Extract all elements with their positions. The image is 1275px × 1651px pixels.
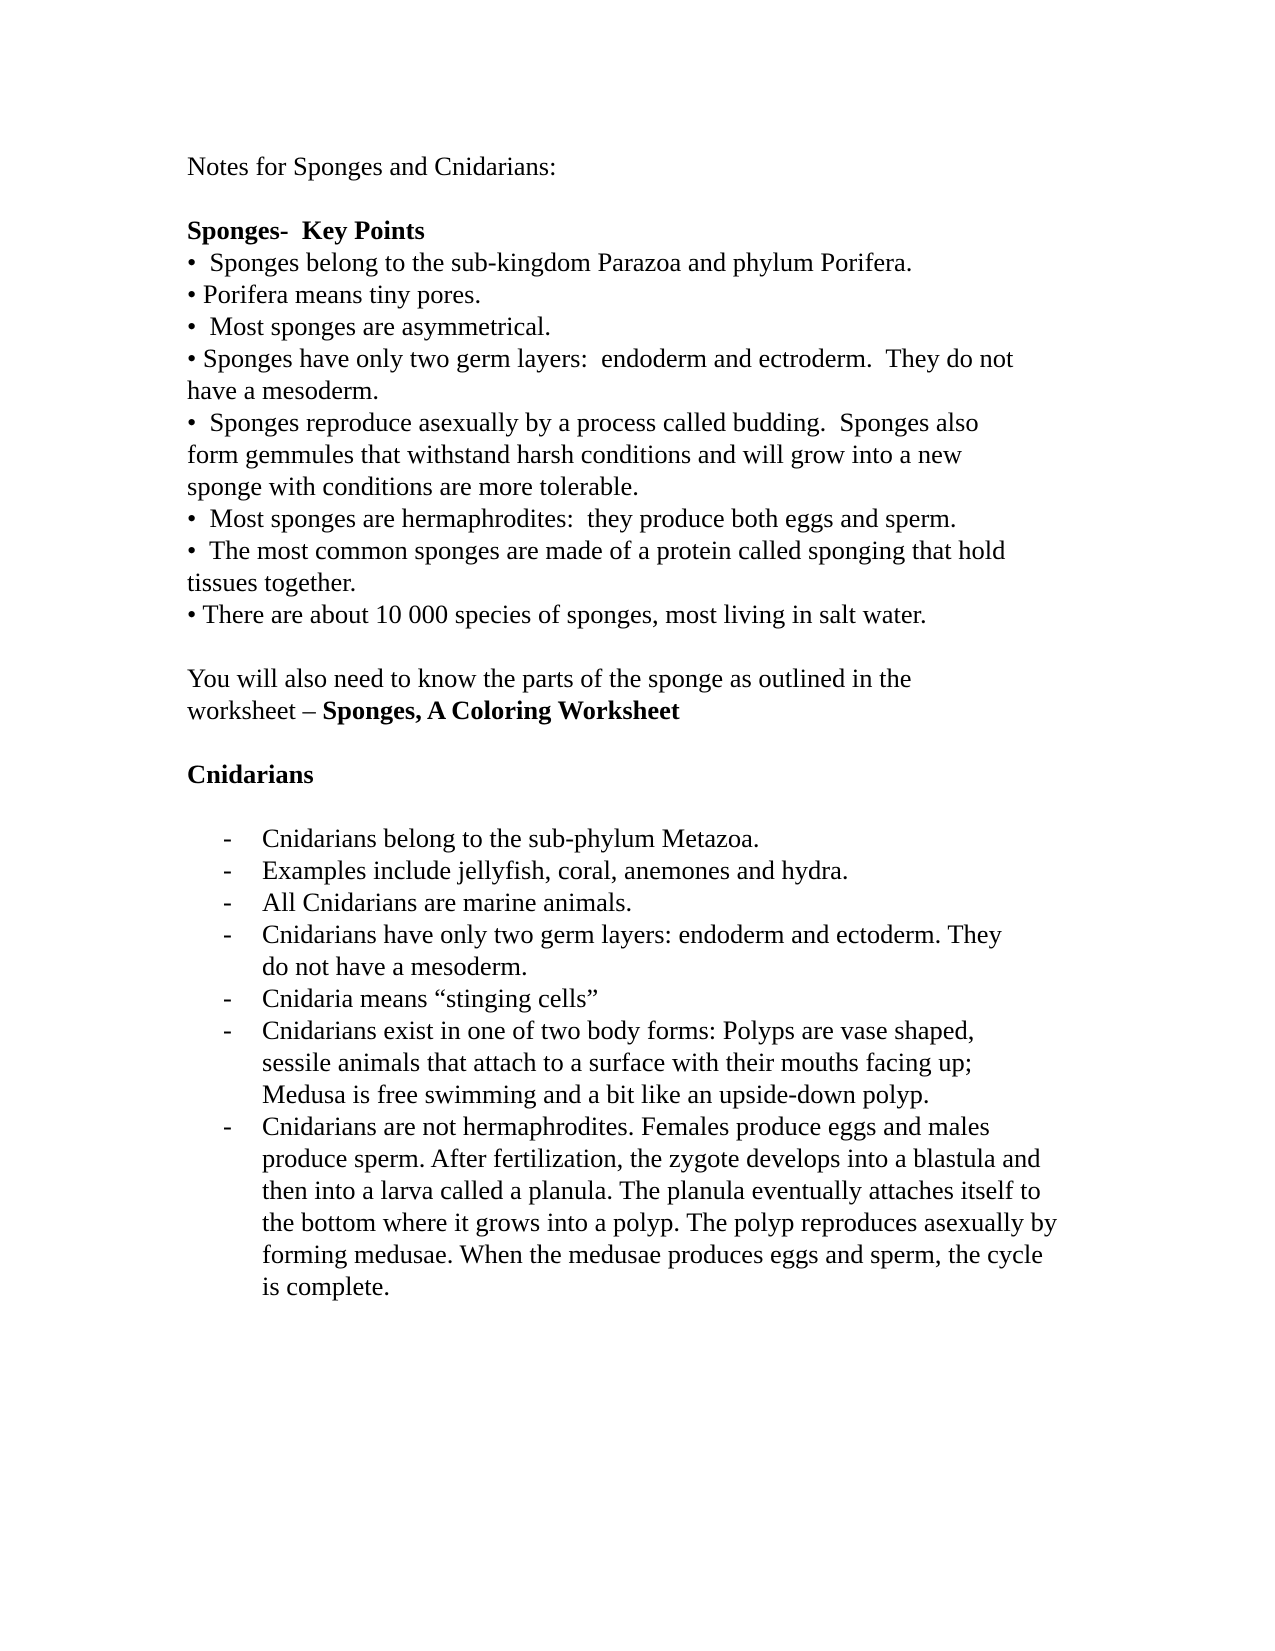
dash-marker: - [223,887,232,917]
dash-marker: - [223,855,232,885]
list-item [187,822,1087,854]
sponge-point: • There are about 10 000 species of sponges, most living in salt water. [187,599,927,629]
dash-marker: - [223,1111,232,1141]
worksheet-note [187,662,987,726]
sponge-points-list [187,246,1087,630]
dash-marker: - [223,1015,232,1045]
cnidarians-heading: Cnidarians [187,759,314,789]
cnidarian-point: Cnidarians exist in one of two body forms: Polyps are vase shaped, sessile animals that attach to a surface with their mouths facing up; Medusa is free swimming and a bit like an upside-down polyp. [262,1015,975,1109]
spacer [187,630,1087,662]
sponge-point: • Sponges belong to the sub-kingdom Parazoa and phylum Porifera. [187,247,913,277]
sponge-point: • Sponges reproduce asexually by a process called budding. Sponges also form gemmules that withstand harsh conditions and will grow into a new sponge with conditions are more tolerable. [187,407,986,501]
sponge-point: • Porifera means tiny pores. [187,279,482,309]
sponges-heading: Sponges- Key Points [187,215,425,245]
cnidarian-point: Cnidarians belong to the sub-phylum Metazoa. [262,823,760,853]
list-item [187,1014,1032,1110]
dash-marker: - [223,823,232,853]
cnidarian-point: Cnidarians have only two germ layers: endoderm and ectoderm. They do not have a mesoderm. [262,919,1002,981]
sponge-point: • The most common sponges are made of a protein called sponging that hold tissues together. [187,535,1012,597]
cnidarian-point: Cnidaria means “stinging cells” [262,983,599,1013]
list-item [187,854,1087,886]
spacer [187,790,1087,822]
dash-marker: - [223,983,232,1013]
cnidarian-points-list [187,822,1087,1302]
list-item [187,982,1087,1014]
cnidarian-point: Examples include jellyfish, coral, anemones and hydra. [262,855,849,885]
intro-title: Notes for Sponges and Cnidarians: [187,151,557,181]
list-item [187,886,1087,918]
spacer [187,182,1087,214]
dash-marker: - [223,919,232,949]
worksheet-note-text: You will also need to know the parts of the sponge as outlined in the worksheet – [187,663,919,725]
list-item [187,918,1002,982]
sponge-point: • Sponges have only two germ layers: endoderm and ectroderm. They do not have a mesoderm. [187,343,1021,405]
cnidarian-point: All Cnidarians are marine animals. [262,887,633,917]
sponge-point: • Most sponges are hermaphrodites: they produce both eggs and sperm. [187,503,957,533]
worksheet-title: Sponges, A Coloring Worksheet [322,695,680,725]
sponge-point: • Most sponges are asymmetrical. [187,311,551,341]
list-item [187,1110,1062,1302]
cnidarian-point: Cnidarians are not hermaphrodites. Females produce eggs and males produce sperm. After fertilization, the zygote develops into a blastula and then into a larva called a planula. The planula eventually attaches itself to the bottom where it grows into a polyp. The polyp reproduces asexually by forming medusae. When the medusae produces eggs and sperm, the cycle is complete. [262,1111,1058,1301]
document-body [187,150,1087,1302]
spacer [187,726,1087,758]
